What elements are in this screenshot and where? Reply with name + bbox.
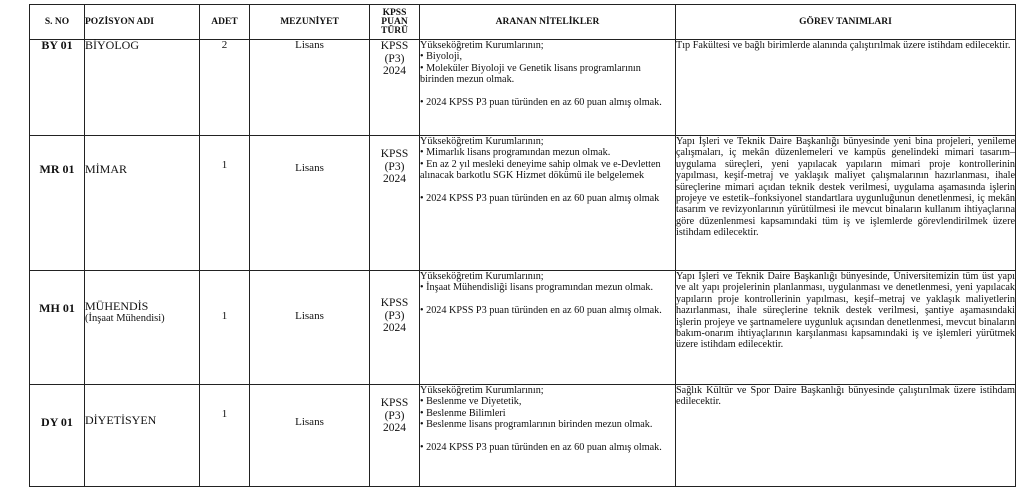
header-row <box>30 5 1016 40</box>
kpss-line: 2024 <box>383 422 406 434</box>
position-duties: Tıp Fakültesi ve bağlı birimlerde alanında çalıştırılmak üzere istihdam edilecektir. <box>676 40 1016 136</box>
position-name <box>85 385 200 487</box>
header-qualifications: ARANAN NİTELİKLER <box>420 5 676 40</box>
position-count: 1 <box>200 385 250 487</box>
position-title: MİMAR <box>85 162 128 176</box>
position-name <box>85 40 200 136</box>
position-degree: Lisans <box>250 385 370 487</box>
position-requirements <box>420 385 676 487</box>
position-requirements <box>420 271 676 385</box>
header-sno: S. NO <box>30 5 85 40</box>
header-duties: GÖREV TANIMLARI <box>676 5 1016 40</box>
position-count: 2 <box>200 40 250 136</box>
table-row <box>30 385 1016 487</box>
kpss-line: KPSS <box>380 297 409 309</box>
position-title: BİYOLOG <box>85 38 139 52</box>
table-row <box>30 271 1016 385</box>
header-kpss-line: PUAN <box>381 16 408 27</box>
position-code: DY 01 <box>30 385 85 487</box>
position-degree: Lisans <box>250 40 370 136</box>
position-kpss <box>370 385 420 487</box>
position-title: MÜHENDİS <box>85 299 149 313</box>
requirement-line: • 2024 KPSS P3 puan türünden en az 60 puan almış olmak. <box>420 441 662 453</box>
kpss-line: (P3) <box>384 409 405 422</box>
requirement-line: • Beslenme Bilimleri <box>420 407 506 419</box>
position-duties: Yapı İşleri ve Teknik Daire Başkanlığı bünyesinde, Üniversitemizin tüm üst yapı ve alt yapı projelerinin planlanması, uygulanması ve denetlenmesi, yeni yapılacak yapıların proje kontrollerinin yapılması, keşif–metraj ve yaklaşık maliyetlerin hazırlanması, ihale süreçlerine teknik destek verilmesi, şantiye aşamasındaki işlerin projeye ve şartnamelere uygunluk açısından denetlenmesi, mevcut binaların bakım-onarım ihtiyaçlarının karşılanması kapsamındaki iş ve işlemleri yürütmek üzere istihdam edilecektir. <box>676 271 1016 385</box>
position-subtitle: (İnşaat Mühendisi) <box>85 312 165 324</box>
header-kpss <box>370 5 420 40</box>
requirement-line: Yükseköğretim Kurumlarının; <box>420 385 544 396</box>
header-degree: MEZUNİYET <box>250 5 370 40</box>
position-code: BY 01 <box>30 40 85 136</box>
requirement-line: • Beslenme ve Diyetetik, <box>420 396 522 408</box>
header-kpss-line: TÜRÜ <box>381 25 408 36</box>
positions-table <box>29 4 1016 487</box>
position-code: MR 01 <box>30 136 85 271</box>
requirement-line: • Mimarlık lisans programından mezun olmak. <box>420 147 611 159</box>
requirement-line: Yükseköğretim Kurumlarının; <box>420 136 544 147</box>
requirement-line: • İnşaat Mühendisliği lisans programından mezun olmak. <box>420 282 654 294</box>
position-kpss <box>370 271 420 385</box>
kpss-line: (P3) <box>384 52 405 65</box>
position-count: 1 <box>200 136 250 271</box>
position-duties: Sağlık Kültür ve Spor Daire Başkanlığı bünyesinde çalıştırılmak üzere istihdam edilecektir. <box>676 385 1016 487</box>
table-row <box>30 40 1016 136</box>
position-requirements <box>420 40 676 136</box>
requirement-line: Yükseköğretim Kurumlarının; <box>420 40 544 51</box>
requirement-gap <box>420 431 675 442</box>
position-code: MH 01 <box>30 271 85 385</box>
requirement-line: • 2024 KPSS P3 puan türünden en az 60 puan almış olmak. <box>420 96 662 108</box>
position-count: 1 <box>200 271 250 385</box>
requirement-gap <box>420 86 675 97</box>
requirement-line: Yükseköğretim Kurumlarının; <box>420 271 544 282</box>
kpss-line: 2024 <box>383 322 406 334</box>
position-kpss <box>370 136 420 271</box>
requirement-line: • En az 2 yıl mesleki deneyime sahip olmak ve e-Devletten alınacak barkotlu SGK Hizmet dökümü ile belgelemek <box>420 158 661 182</box>
position-duties: Yapı İşleri ve Teknik Daire Başkanlığı bünyesinde yeni bina projeleri, yenileme çalışmaları, iç mekân düzenlemeleri ve kampüs genelindeki mimari tasarım–uygulama süreçleri, yeni yapılacak yapıların mimari proje kontrollerinin yapılması, keşif-metraj ve yaklaşık maliyet çalışmalarının hazırlanması, ihale süreçlerine mimari açıdan teknik destek verilmesi, uygulama aşamasında işlerin projeye ve estetik–fonksiyonel standartlara uygunluğunun denetlenmesi, iç mekân tasarım ve revizyonlarının yürütülmesi ile mevcut binaların kullanım ihtiyaçlarına göre düzenlenmesi kapsamındaki tüm iş ve işlemlerde görevlendirilmek üzere istihdam edilecektir. <box>676 136 1016 271</box>
position-requirements <box>420 136 676 271</box>
kpss-line: 2024 <box>383 65 406 77</box>
requirement-gap <box>420 182 675 193</box>
requirement-line: • 2024 KPSS P3 puan türünden en az 60 puan almış olmak. <box>420 304 662 316</box>
requirement-line: • Moleküler Biyoloji ve Genetik lisans programlarının birinden mezun olmak. <box>420 62 641 86</box>
header-kpss-line: KPSS <box>382 7 407 18</box>
requirement-line: • 2024 KPSS P3 puan türünden en az 60 puan almış olmak <box>420 192 660 204</box>
kpss-line: 2024 <box>383 173 406 185</box>
kpss-line: KPSS <box>380 40 409 52</box>
kpss-line: (P3) <box>384 160 405 173</box>
position-title: DİYETİSYEN <box>85 413 157 427</box>
table-row <box>30 136 1016 271</box>
header-count: ADET <box>200 5 250 40</box>
header-position: POZİSYON ADI <box>85 5 200 40</box>
requirement-line: • Beslenme lisans programlarının birinden mezun olmak. <box>420 419 653 431</box>
kpss-line: (P3) <box>384 309 405 322</box>
requirement-line: • Biyoloji, <box>420 51 463 63</box>
position-kpss <box>370 40 420 136</box>
position-degree: Lisans <box>250 136 370 271</box>
kpss-line: KPSS <box>380 397 409 409</box>
kpss-line: KPSS <box>380 148 409 160</box>
position-name <box>85 271 200 385</box>
requirement-gap <box>420 294 675 305</box>
position-name <box>85 136 200 271</box>
position-degree: Lisans <box>250 271 370 385</box>
